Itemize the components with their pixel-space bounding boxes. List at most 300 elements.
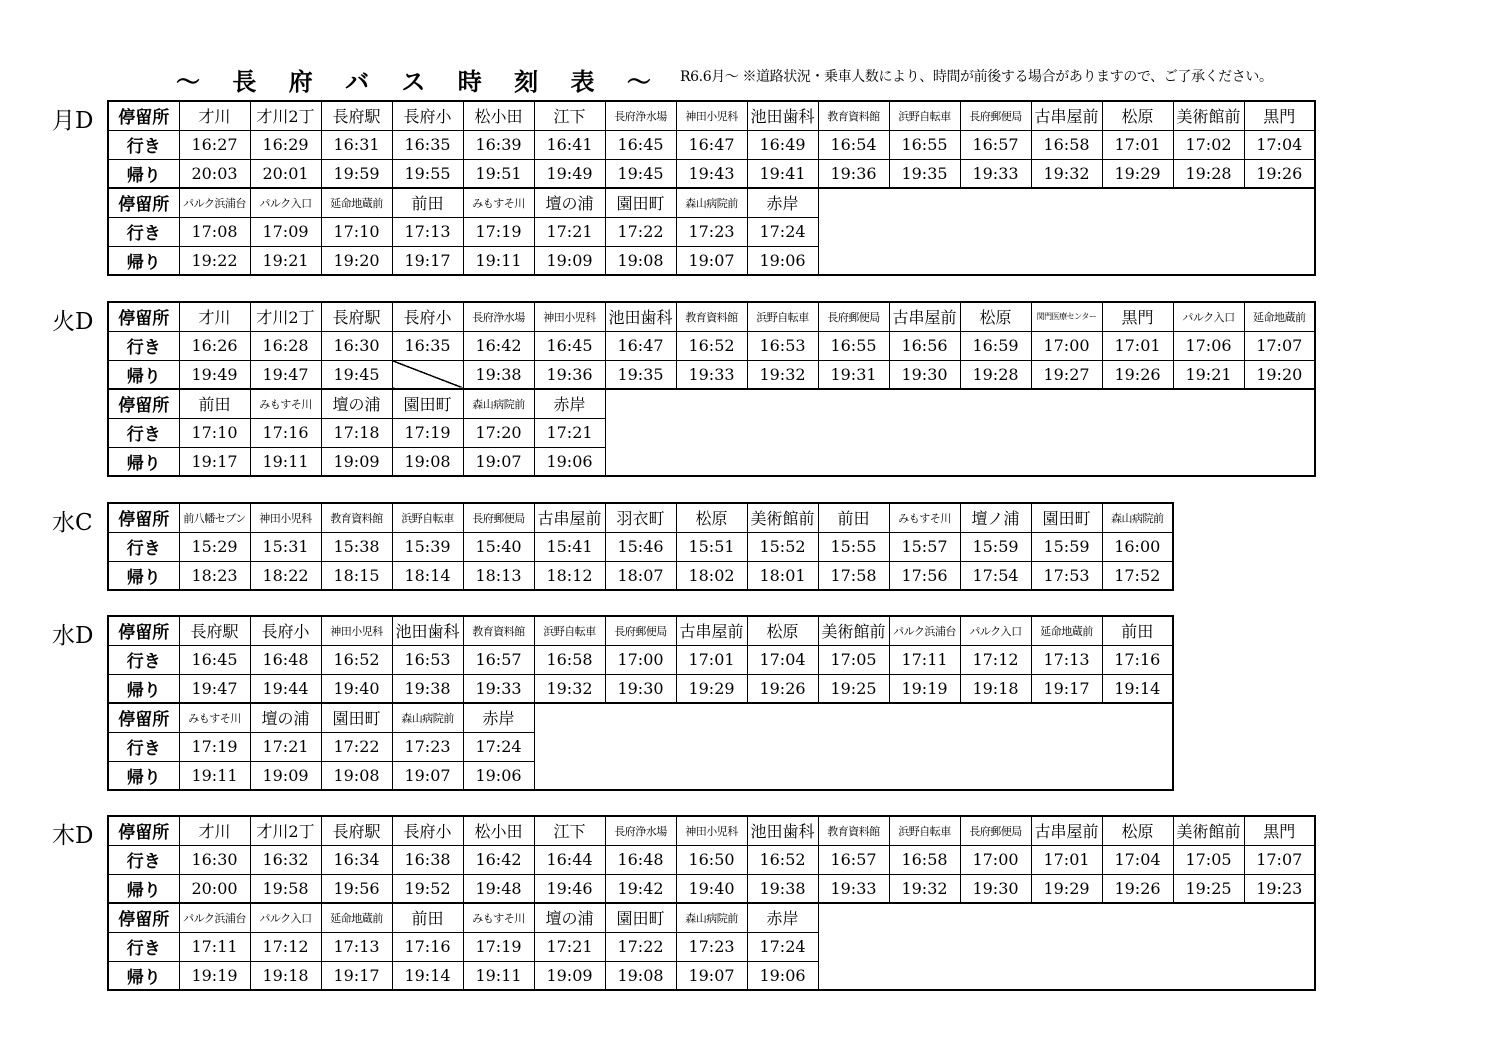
outbound-time: 16:38 bbox=[392, 845, 463, 874]
return-time: 19:31 bbox=[818, 360, 889, 389]
stop-name: 壇の浦 bbox=[321, 389, 392, 418]
return-time: 19:45 bbox=[321, 360, 392, 389]
stop-name: 長府郵便局 bbox=[605, 616, 676, 645]
stop-name: 才川2丁 bbox=[250, 816, 321, 845]
outbound-time: 16:58 bbox=[1031, 130, 1102, 159]
return-row bbox=[108, 761, 1173, 790]
stop-name: 延命地蔵前 bbox=[321, 188, 392, 217]
return-time: 19:29 bbox=[1031, 874, 1102, 903]
stop-name: 長府駅 bbox=[321, 816, 392, 845]
stop-row bbox=[108, 389, 1315, 418]
return-time: 18:15 bbox=[321, 561, 392, 590]
stop-name: 神田小児科 bbox=[676, 816, 747, 845]
row-header: 行き bbox=[108, 418, 179, 447]
stop-name: 壇ノ浦 bbox=[960, 503, 1031, 532]
return-time: 19:19 bbox=[889, 674, 960, 703]
row-header: 帰り bbox=[108, 246, 179, 275]
stop-name: 前田 bbox=[392, 188, 463, 217]
outbound-time: 17:23 bbox=[676, 217, 747, 246]
outbound-time: 17:13 bbox=[392, 217, 463, 246]
outbound-time: 16:52 bbox=[747, 845, 818, 874]
stop-name: 美術館前 bbox=[747, 503, 818, 532]
return-time: 19:40 bbox=[321, 674, 392, 703]
outbound-time: 15:59 bbox=[1031, 532, 1102, 561]
outbound-time: 15:57 bbox=[889, 532, 960, 561]
return-time: 19:14 bbox=[1102, 674, 1173, 703]
outbound-time: 15:41 bbox=[534, 532, 605, 561]
return-time: 18:23 bbox=[179, 561, 250, 590]
stop-name: 美術館前 bbox=[1173, 816, 1244, 845]
return-time: 19:06 bbox=[747, 246, 818, 275]
stop-name: 森山病院前 bbox=[676, 188, 747, 217]
outbound-time: 16:57 bbox=[818, 845, 889, 874]
return-time: 19:47 bbox=[250, 360, 321, 389]
stop-name: みもすそ川 bbox=[463, 188, 534, 217]
stop-name: 古串屋前 bbox=[676, 616, 747, 645]
row-header: 行き bbox=[108, 130, 179, 159]
return-time: 19:07 bbox=[392, 761, 463, 790]
outbound-time: 16:45 bbox=[179, 645, 250, 674]
schedule-label: 月D bbox=[52, 108, 94, 134]
return-time: 19:21 bbox=[250, 246, 321, 275]
stop-name: 前田 bbox=[392, 903, 463, 932]
stop-name: 延命地蔵前 bbox=[1031, 616, 1102, 645]
row-header: 行き bbox=[108, 217, 179, 246]
stop-name: 長府郵便局 bbox=[463, 503, 534, 532]
outbound-time: 15:29 bbox=[179, 532, 250, 561]
outbound-time: 17:24 bbox=[463, 732, 534, 761]
outbound-row bbox=[108, 532, 1173, 561]
stop-name: 美術館前 bbox=[1173, 101, 1244, 130]
outbound-time: 16:56 bbox=[889, 331, 960, 360]
row-header: 帰り bbox=[108, 874, 179, 903]
return-time: 19:28 bbox=[960, 360, 1031, 389]
outbound-time: 17:01 bbox=[1102, 331, 1173, 360]
outbound-time: 17:06 bbox=[1173, 331, 1244, 360]
schedule-label: 水D bbox=[52, 623, 94, 649]
stop-name: 松小田 bbox=[463, 816, 534, 845]
return-time: 19:11 bbox=[463, 246, 534, 275]
stop-name: パルク浜浦台 bbox=[179, 188, 250, 217]
outbound-time: 16:55 bbox=[889, 130, 960, 159]
return-time: 19:08 bbox=[321, 761, 392, 790]
return-time: 19:26 bbox=[1102, 360, 1173, 389]
return-time: 19:35 bbox=[605, 360, 676, 389]
return-time: 19:06 bbox=[534, 447, 605, 476]
outbound-time: 17:01 bbox=[676, 645, 747, 674]
stop-name: 神田小児科 bbox=[250, 503, 321, 532]
row-header: 停留所 bbox=[108, 302, 179, 331]
outbound-time: 17:13 bbox=[321, 932, 392, 961]
row-header: 停留所 bbox=[108, 616, 179, 645]
outbound-row bbox=[108, 732, 1173, 761]
stop-name: 池田歯科 bbox=[747, 101, 818, 130]
return-time: 18:07 bbox=[605, 561, 676, 590]
return-time: 19:32 bbox=[889, 874, 960, 903]
return-time: 19:30 bbox=[889, 360, 960, 389]
stop-name: 赤岸 bbox=[747, 903, 818, 932]
return-time: 19:38 bbox=[747, 874, 818, 903]
return-row bbox=[108, 246, 1315, 275]
return-time: 19:41 bbox=[747, 159, 818, 188]
stop-name: 才川2丁 bbox=[250, 101, 321, 130]
stop-name: 古串屋前 bbox=[1031, 816, 1102, 845]
return-time: 20:03 bbox=[179, 159, 250, 188]
stop-name: パルク入口 bbox=[250, 903, 321, 932]
return-time: 19:14 bbox=[392, 961, 463, 990]
outbound-row bbox=[108, 331, 1315, 360]
timetable-block bbox=[108, 503, 1173, 590]
stop-name: 長府郵便局 bbox=[818, 302, 889, 331]
stop-name: 教育資料館 bbox=[818, 816, 889, 845]
return-time: 19:09 bbox=[534, 961, 605, 990]
row-header: 停留所 bbox=[108, 703, 179, 732]
row-header: 帰り bbox=[108, 447, 179, 476]
return-time: 19:26 bbox=[1102, 874, 1173, 903]
outbound-time: 17:05 bbox=[1173, 845, 1244, 874]
return-row bbox=[108, 360, 1315, 389]
outbound-time: 17:19 bbox=[463, 217, 534, 246]
outbound-time: 16:29 bbox=[250, 130, 321, 159]
outbound-time: 15:39 bbox=[392, 532, 463, 561]
outbound-time: 15:51 bbox=[676, 532, 747, 561]
return-time: 19:17 bbox=[392, 246, 463, 275]
return-time: 19:46 bbox=[534, 874, 605, 903]
outbound-time: 17:23 bbox=[676, 932, 747, 961]
timetable-block bbox=[108, 389, 1315, 476]
outbound-time: 17:04 bbox=[1102, 845, 1173, 874]
return-time: 19:52 bbox=[392, 874, 463, 903]
return-time: 19:19 bbox=[179, 961, 250, 990]
outbound-time: 15:46 bbox=[605, 532, 676, 561]
return-time: 19:29 bbox=[1102, 159, 1173, 188]
stop-name: 前田 bbox=[818, 503, 889, 532]
stop-name: 古串屋前 bbox=[1031, 101, 1102, 130]
return-time: 19:11 bbox=[463, 961, 534, 990]
return-time: 19:08 bbox=[392, 447, 463, 476]
outbound-time: 16:47 bbox=[605, 331, 676, 360]
return-time: 18:01 bbox=[747, 561, 818, 590]
return-time: 19:09 bbox=[250, 761, 321, 790]
stop-name: パルク浜浦台 bbox=[889, 616, 960, 645]
outbound-time: 17:16 bbox=[250, 418, 321, 447]
outbound-time: 17:13 bbox=[1031, 645, 1102, 674]
row-header: 帰り bbox=[108, 561, 179, 590]
outbound-time: 16:32 bbox=[250, 845, 321, 874]
return-time: 17:56 bbox=[889, 561, 960, 590]
outbound-time: 17:21 bbox=[534, 932, 605, 961]
stop-name: 浜野自転車 bbox=[392, 503, 463, 532]
return-time: 19:33 bbox=[676, 360, 747, 389]
return-time: 19:32 bbox=[534, 674, 605, 703]
outbound-time: 17:16 bbox=[392, 932, 463, 961]
outbound-time: 16:58 bbox=[534, 645, 605, 674]
return-time: 19:59 bbox=[321, 159, 392, 188]
return-time: 19:08 bbox=[605, 246, 676, 275]
return-time: 19:42 bbox=[605, 874, 676, 903]
stop-name: 教育資料館 bbox=[676, 302, 747, 331]
return-time: 19:45 bbox=[605, 159, 676, 188]
return-row bbox=[108, 874, 1315, 903]
stop-name: 長府浄水場 bbox=[463, 302, 534, 331]
outbound-row bbox=[108, 217, 1315, 246]
row-header: 行き bbox=[108, 732, 179, 761]
stop-name: 長府浄水場 bbox=[605, 816, 676, 845]
stop-name: 古串屋前 bbox=[534, 503, 605, 532]
outbound-time: 17:00 bbox=[1031, 331, 1102, 360]
return-time: 19:38 bbox=[392, 674, 463, 703]
schedule-label: 木D bbox=[52, 823, 94, 849]
stop-name: みもすそ川 bbox=[889, 503, 960, 532]
stop-name: 森山病院前 bbox=[1102, 503, 1173, 532]
return-time: 19:07 bbox=[463, 447, 534, 476]
stop-name: 浜野自転車 bbox=[747, 302, 818, 331]
stop-name: 長府浄水場 bbox=[605, 101, 676, 130]
timetable bbox=[107, 100, 1316, 276]
outbound-time: 17:11 bbox=[889, 645, 960, 674]
outbound-row bbox=[108, 130, 1315, 159]
return-time: 19:58 bbox=[250, 874, 321, 903]
stop-name: 長府小 bbox=[392, 302, 463, 331]
stop-name: みもすそ川 bbox=[250, 389, 321, 418]
return-time: 18:14 bbox=[392, 561, 463, 590]
stop-name: 美術館前 bbox=[818, 616, 889, 645]
return-time: 19:25 bbox=[1173, 874, 1244, 903]
stop-name: 池田歯科 bbox=[747, 816, 818, 845]
stop-name: 神田小児科 bbox=[676, 101, 747, 130]
row-header: 停留所 bbox=[108, 188, 179, 217]
return-time: 19:21 bbox=[1173, 360, 1244, 389]
row-header: 行き bbox=[108, 331, 179, 360]
row-header: 帰り bbox=[108, 961, 179, 990]
outbound-time: 17:22 bbox=[321, 732, 392, 761]
return-time bbox=[392, 360, 463, 389]
schedule-label: 火D bbox=[52, 309, 94, 335]
outbound-time: 16:54 bbox=[818, 130, 889, 159]
outbound-time: 17:20 bbox=[463, 418, 534, 447]
outbound-time: 17:19 bbox=[392, 418, 463, 447]
page-title: 〜 長 府 バ ス 時 刻 表 〜 bbox=[176, 67, 663, 96]
stop-name: 園田町 bbox=[1031, 503, 1102, 532]
outbound-time: 16:26 bbox=[179, 331, 250, 360]
return-time: 19:22 bbox=[179, 246, 250, 275]
stop-name: 松原 bbox=[960, 302, 1031, 331]
return-time: 19:29 bbox=[676, 674, 747, 703]
stop-row bbox=[108, 302, 1315, 331]
timetable-block bbox=[108, 188, 1315, 275]
stop-name: 森山病院前 bbox=[676, 903, 747, 932]
timetable bbox=[107, 502, 1174, 591]
stop-name: パルク入口 bbox=[1173, 302, 1244, 331]
outbound-time: 16:41 bbox=[534, 130, 605, 159]
timetable-block bbox=[108, 302, 1315, 389]
stop-name: 神田小児科 bbox=[534, 302, 605, 331]
stop-name: 神田小児科 bbox=[321, 616, 392, 645]
return-time: 19:11 bbox=[250, 447, 321, 476]
stop-name: 松原 bbox=[1102, 101, 1173, 130]
stop-name: 長府小 bbox=[392, 816, 463, 845]
stop-name: 前八幡セブン bbox=[179, 503, 250, 532]
outbound-time: 17:09 bbox=[250, 217, 321, 246]
row-header: 停留所 bbox=[108, 101, 179, 130]
outbound-time: 16:53 bbox=[392, 645, 463, 674]
return-time: 19:25 bbox=[818, 674, 889, 703]
return-time: 19:28 bbox=[1173, 159, 1244, 188]
row-header: 帰り bbox=[108, 674, 179, 703]
return-time: 19:30 bbox=[605, 674, 676, 703]
return-row bbox=[108, 961, 1315, 990]
stop-name: 園田町 bbox=[605, 903, 676, 932]
stop-name: 池田歯科 bbox=[605, 302, 676, 331]
outbound-time: 16:59 bbox=[960, 331, 1031, 360]
stop-name: 延命地蔵前 bbox=[1244, 302, 1315, 331]
outbound-time: 17:24 bbox=[747, 932, 818, 961]
stop-name: パルク入口 bbox=[960, 616, 1031, 645]
outbound-time: 16:42 bbox=[463, 845, 534, 874]
outbound-time: 17:01 bbox=[1102, 130, 1173, 159]
stop-name: 松原 bbox=[747, 616, 818, 645]
stop-name: 教育資料館 bbox=[321, 503, 392, 532]
row-header: 停留所 bbox=[108, 389, 179, 418]
outbound-time: 17:12 bbox=[960, 645, 1031, 674]
timetable-block bbox=[108, 703, 1173, 790]
row-header: 行き bbox=[108, 532, 179, 561]
outbound-time: 16:50 bbox=[676, 845, 747, 874]
return-time: 19:06 bbox=[747, 961, 818, 990]
return-time: 19:20 bbox=[1244, 360, 1315, 389]
stop-name: 才川 bbox=[179, 302, 250, 331]
stop-row bbox=[108, 503, 1173, 532]
outbound-time: 17:22 bbox=[605, 932, 676, 961]
stop-name: 松原 bbox=[676, 503, 747, 532]
return-row bbox=[108, 159, 1315, 188]
return-time: 19:32 bbox=[1031, 159, 1102, 188]
outbound-time: 17:00 bbox=[605, 645, 676, 674]
stop-name: 松小田 bbox=[463, 101, 534, 130]
outbound-time: 16:57 bbox=[960, 130, 1031, 159]
return-time: 19:30 bbox=[960, 874, 1031, 903]
return-row bbox=[108, 447, 1315, 476]
stop-name: 赤岸 bbox=[747, 188, 818, 217]
outbound-time: 17:05 bbox=[818, 645, 889, 674]
outbound-time: 17:16 bbox=[1102, 645, 1173, 674]
row-header: 停留所 bbox=[108, 816, 179, 845]
row-header: 停留所 bbox=[108, 503, 179, 532]
return-time: 19:17 bbox=[179, 447, 250, 476]
outbound-time: 17:11 bbox=[179, 932, 250, 961]
return-time: 17:58 bbox=[818, 561, 889, 590]
return-time: 17:53 bbox=[1031, 561, 1102, 590]
row-header: 帰り bbox=[108, 159, 179, 188]
return-time: 19:40 bbox=[676, 874, 747, 903]
outbound-time: 17:01 bbox=[1031, 845, 1102, 874]
return-time: 19:48 bbox=[463, 874, 534, 903]
outbound-time: 16:28 bbox=[250, 331, 321, 360]
stop-name: 園田町 bbox=[392, 389, 463, 418]
return-time: 19:43 bbox=[676, 159, 747, 188]
return-time: 19:17 bbox=[1031, 674, 1102, 703]
timetable-block bbox=[108, 616, 1173, 703]
outbound-time: 15:38 bbox=[321, 532, 392, 561]
stop-name: 前田 bbox=[179, 389, 250, 418]
return-time: 19:20 bbox=[321, 246, 392, 275]
stop-row bbox=[108, 101, 1315, 130]
outbound-time: 17:07 bbox=[1244, 845, 1315, 874]
stop-name: 前田 bbox=[1102, 616, 1173, 645]
stop-row bbox=[108, 188, 1315, 217]
return-time: 18:12 bbox=[534, 561, 605, 590]
stop-name: 長府駅 bbox=[179, 616, 250, 645]
outbound-time: 15:59 bbox=[960, 532, 1031, 561]
return-time: 19:32 bbox=[747, 360, 818, 389]
outbound-time: 16:57 bbox=[463, 645, 534, 674]
return-time: 19:47 bbox=[179, 674, 250, 703]
return-time: 19:09 bbox=[321, 447, 392, 476]
outbound-time: 16:34 bbox=[321, 845, 392, 874]
return-time: 19:55 bbox=[392, 159, 463, 188]
outbound-time: 15:31 bbox=[250, 532, 321, 561]
return-time: 19:33 bbox=[818, 874, 889, 903]
timetable bbox=[107, 301, 1316, 477]
stop-name: 江下 bbox=[534, 101, 605, 130]
stop-row bbox=[108, 816, 1315, 845]
outbound-time: 16:48 bbox=[250, 645, 321, 674]
row-header: 停留所 bbox=[108, 903, 179, 932]
stop-row bbox=[108, 903, 1315, 932]
outbound-time: 17:21 bbox=[250, 732, 321, 761]
outbound-time: 16:35 bbox=[392, 130, 463, 159]
timetable bbox=[107, 815, 1316, 991]
return-time: 19:09 bbox=[534, 246, 605, 275]
outbound-time: 17:12 bbox=[250, 932, 321, 961]
stop-name: 黒門 bbox=[1244, 816, 1315, 845]
stop-name: みもすそ川 bbox=[463, 903, 534, 932]
return-time: 19:23 bbox=[1244, 874, 1315, 903]
outbound-time: 17:21 bbox=[534, 418, 605, 447]
outbound-time: 17:10 bbox=[179, 418, 250, 447]
return-time: 19:11 bbox=[179, 761, 250, 790]
return-time: 19:36 bbox=[818, 159, 889, 188]
stop-name: 江下 bbox=[534, 816, 605, 845]
outbound-row bbox=[108, 645, 1173, 674]
timetable-block bbox=[108, 101, 1315, 188]
stop-name: パルク浜浦台 bbox=[179, 903, 250, 932]
outbound-time: 17:21 bbox=[534, 217, 605, 246]
outbound-time: 17:04 bbox=[747, 645, 818, 674]
outbound-time: 16:30 bbox=[179, 845, 250, 874]
return-time: 19:33 bbox=[960, 159, 1031, 188]
stop-name: 池田歯科 bbox=[392, 616, 463, 645]
stop-name: 長府郵便局 bbox=[960, 816, 1031, 845]
timetable-block bbox=[108, 816, 1315, 903]
stop-name: 長府駅 bbox=[321, 302, 392, 331]
return-time: 19:06 bbox=[463, 761, 534, 790]
return-time: 20:01 bbox=[250, 159, 321, 188]
outbound-time: 17:18 bbox=[321, 418, 392, 447]
stop-name: 森山病院前 bbox=[392, 703, 463, 732]
outbound-time: 16:00 bbox=[1102, 532, 1173, 561]
return-time: 19:08 bbox=[605, 961, 676, 990]
stop-name: 長府郵便局 bbox=[960, 101, 1031, 130]
schedule-note: R6.6月〜 ※道路状況・乗車人数により、時間が前後する場合がありますので、ご了承ください。 bbox=[680, 69, 1273, 85]
stop-row bbox=[108, 703, 1173, 732]
return-time: 20:00 bbox=[179, 874, 250, 903]
outbound-row bbox=[108, 845, 1315, 874]
stop-name: 羽衣町 bbox=[605, 503, 676, 532]
outbound-time: 16:55 bbox=[818, 331, 889, 360]
return-time: 19:49 bbox=[179, 360, 250, 389]
outbound-time: 15:55 bbox=[818, 532, 889, 561]
